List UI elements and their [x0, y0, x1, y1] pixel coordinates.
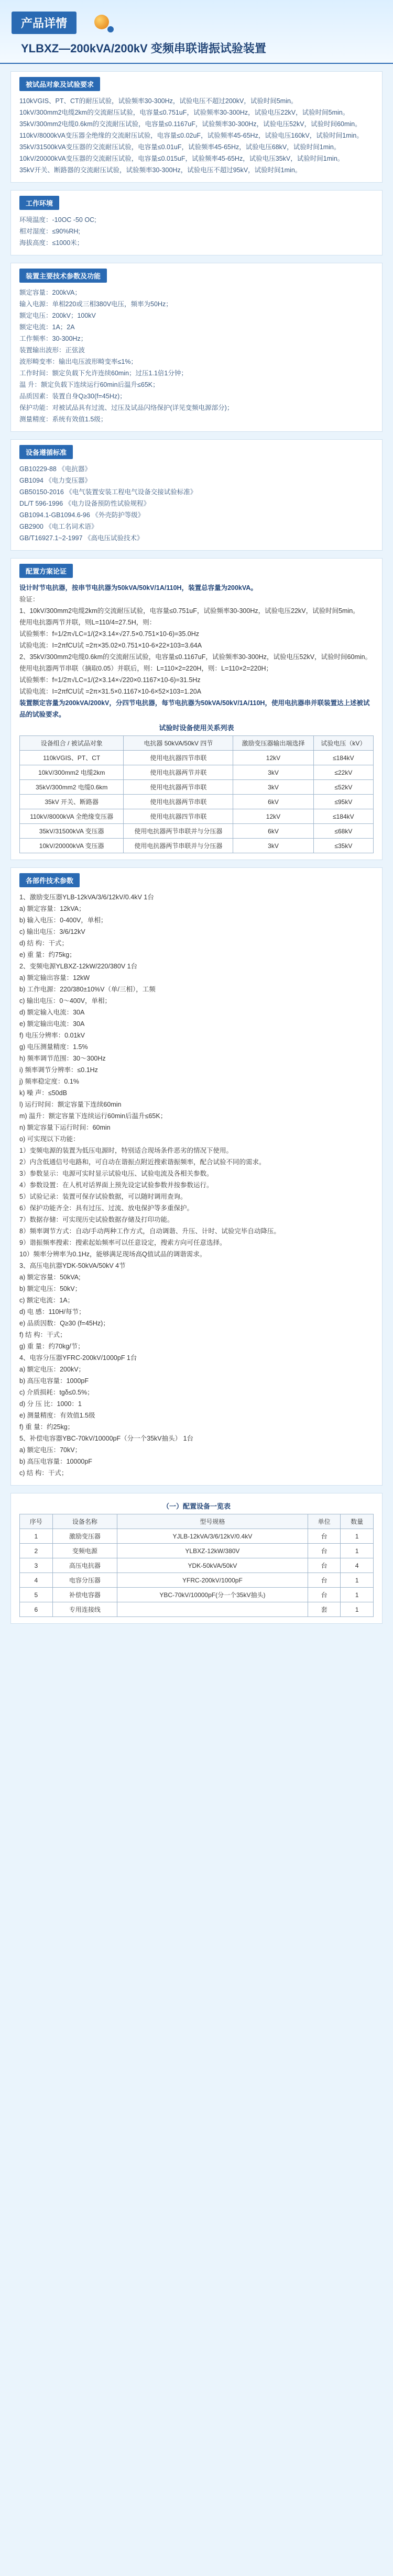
table-row [20, 809, 374, 824]
page-header [0, 0, 393, 64]
usage-table-caption: 试验时设备使用关系列表 [159, 724, 234, 732]
component-line: b) 高压电容量：1000pF [19, 1377, 89, 1385]
technical-section [10, 263, 383, 432]
component-line: b) 额定电压：50kV； [19, 1285, 82, 1292]
table-cell: 10kV/300mm2 电缆2km [20, 765, 124, 780]
table-cell: ≤22kV [313, 765, 373, 780]
demo-section [10, 558, 383, 860]
demo-intro: 设计时节电抗器，按串节电抗器为50kVA/50kV/1A/110H，装置总容量为200kVA。 [19, 584, 257, 592]
technical-item: 额定容量：200kVA； [19, 289, 81, 296]
table-row [20, 1544, 374, 1558]
table-header-cell: 试验电压（kV） [313, 736, 373, 751]
environment-item: 相对湿度：≤90%RH; [19, 228, 80, 235]
table-cell: YJLB-12kVA/3/6/12kV/0.4kV [117, 1529, 308, 1544]
table-cell: 1 [341, 1529, 374, 1544]
environment-item: 环境温度：-10OC -50 OC; [19, 216, 96, 224]
table-cell: ≤184kV [313, 751, 373, 765]
standard-item: GB1094.1-GB1094.6-96 《外壳防护等级》 [19, 511, 145, 519]
component-line: l) 运行时间：额定容量下连续60min [19, 1101, 122, 1108]
table-row [20, 751, 374, 765]
table-cell: ≤68kV [313, 824, 373, 839]
standard-item: GB50150-2016 《电气装置安装工程电气设备交接试验标准》 [19, 488, 197, 496]
table-row [20, 780, 374, 795]
component-line: 1、激励变压器YLB-12kVA/3/6/12kV/0.4kV 1台 [19, 894, 154, 901]
component-line: 3）参数显示：电源可实时显示试验电压、试验电流及各相关参数。 [19, 1170, 213, 1177]
demo-conclusion: 装置额定容量为200kVA/200kV，分四节电抗器，每节电抗器为50kVA/50kV/1A/110H，使用电抗器串并联装置达上述被试品的试验要求。 [19, 699, 370, 718]
table-cell: 5 [20, 1588, 53, 1602]
standard-item: GB/T16927.1~2-1997 《高电压试验技术》 [19, 534, 144, 542]
environment-section [10, 190, 383, 255]
purpose-item: 35kV/300mm2电缆0.6km的交流耐压试验，电容量≤0.1167uF，试验频率30-300Hz，试验电压52kV，试验时间60min。 [19, 120, 362, 128]
component-line: i) 频率调节分辨率：≤0.1Hz [19, 1066, 98, 1074]
table-row [20, 839, 374, 853]
table-cell: 35kV 开关、断路器 [20, 795, 124, 809]
component-line: m) 温升：额定容量下连续运行60min后温升≤65K； [19, 1112, 167, 1120]
table-header-cell: 单位 [308, 1514, 341, 1529]
component-line: e) 测量精度：有效值1.5级 [19, 1412, 95, 1419]
table-cell: 高压电抗器 [52, 1558, 117, 1573]
component-line: 5、补偿电容器YBC-70kV/10000pF（分一个35kV抽头） 1台 [19, 1435, 194, 1442]
component-line: 5）试验记录：装置可保存试验数据，可以随时调用查询。 [19, 1193, 187, 1200]
table-cell: ≤35kV [313, 839, 373, 853]
table-row [20, 795, 374, 809]
table-cell: 使用电抗器四节串联 [124, 751, 233, 765]
component-line: c) 介质损耗：tgδ≤0.5%； [19, 1389, 94, 1396]
component-line: 7）数据存储：可实现历史试验数据存储及打印功能。 [19, 1216, 174, 1223]
table-header-cell: 设备名称 [52, 1514, 117, 1529]
component-line: c) 额定电流：1A； [19, 1297, 74, 1304]
component-line: h) 频率调节范围：30～300Hz [19, 1055, 106, 1062]
component-line: f) 电压分辨率：0.01kV [19, 1032, 85, 1039]
table-cell: ≤95kV [313, 795, 373, 809]
table-cell: 6kV [233, 795, 313, 809]
table-header-cell: 型号规格 [117, 1514, 308, 1529]
table-cell: ≤184kV [313, 809, 373, 824]
component-line: c) 输出电压：0～400V，单相； [19, 997, 112, 1005]
purpose-item: 35kV/31500kVA变压器的交流耐压试验，电容量≤0.01uF，试验频率45-65Hz，试验电压68kV，试验时间1min。 [19, 143, 341, 151]
table-cell: 电容分压器 [52, 1573, 117, 1588]
demo-line: 1、10kV/300mm2电缆2km的交流耐压试验，电容量≤0.751uF，试验频率30-300Hz，试验电压22kV，试验时间5min。 [19, 607, 359, 615]
technical-item: 装置输出波形：正弦波 [19, 347, 85, 354]
demo-line: 使用电抗器两节并联，则L=110/4=27.5H，则： [19, 619, 156, 626]
demo-line: 试验频率：f=1/2π√LC=1/(2×3.14×√27.5×0.751×10-6)=35.0Hz [19, 630, 200, 638]
component-line: f) 结 构：干式； [19, 1331, 67, 1339]
table-cell: 台 [308, 1529, 341, 1544]
standard-item: GB2900 《电工名词术语》 [19, 523, 98, 530]
table-cell: 变频电源 [52, 1544, 117, 1558]
table-cell: 110kVGIS、PT、CT [20, 751, 124, 765]
component-line: 2）内含低通信号电路和，可自动在谐振点附近搜索谐振频率，配合试验不同的需求。 [19, 1158, 266, 1166]
table-cell: 12kV [233, 809, 313, 824]
table-cell: 1 [341, 1573, 374, 1588]
purpose-item: 110kV/8000kVA变压器全绝缘的交流耐压试验，电容量≤0.02uF，试验频率45-65Hz，试验电压160kV，试验时间1min。 [19, 132, 363, 139]
component-line: a) 额定输出容量：12kW [19, 974, 90, 982]
component-line: o) 可实现以下功能： [19, 1135, 80, 1143]
table-cell: YBC-70kV/10000pF(分一个35kV抽头) [117, 1588, 308, 1602]
technical-item: 测量精度：系统有效值1.5级； [19, 416, 107, 423]
section-heading: 装置主要技术参数及功能 [19, 269, 107, 283]
component-line: a) 额定容量：50kVA; [19, 1274, 81, 1281]
table-row [20, 765, 374, 780]
technical-item: 工作频率：30-300Hz； [19, 335, 88, 342]
component-line: b) 工作电源：220/380±10%V（单/三相），工频 [19, 986, 156, 993]
component-line: 9）谐振频率搜索：搜索起始频率可以任意设定，搜索方向可任意选择。 [19, 1239, 226, 1246]
technical-item: 温 升：额定负载下连续运行60min后温升≤65K； [19, 381, 159, 388]
component-line: 3、高压电抗器YDK-50kVA/50kV 4节 [19, 1262, 126, 1269]
standards-section [10, 439, 383, 551]
table-cell: 3 [20, 1558, 53, 1573]
table-cell: 台 [308, 1558, 341, 1573]
component-line: n) 额定容量下运行时间：60min [19, 1124, 111, 1131]
table-cell: 6 [20, 1602, 53, 1617]
table-cell: 激励变压器 [52, 1529, 117, 1544]
component-line: d) 分 压 比：1000：1 [19, 1400, 82, 1408]
decorative-dot-icon [107, 26, 114, 32]
table-cell: 补偿电容器 [52, 1588, 117, 1602]
purpose-item: 10kV/300mm2电缆2km的交流耐压试验，电容量≤0.751uF，试验频率30-300Hz，试验电压22kV，试验时间5min。 [19, 109, 350, 116]
table-header-cell: 激励变压器输出端选择 [233, 736, 313, 751]
table-cell: 套 [308, 1602, 341, 1617]
table-cell: 12kV [233, 751, 313, 765]
table-cell: 使用电抗器四节串联 [124, 809, 233, 824]
section-heading: 配置方案论证 [19, 564, 73, 578]
table-cell: 使用电抗器两节串联并与分压器 [124, 824, 233, 839]
table-cell: 1 [341, 1602, 374, 1617]
table-row [20, 1602, 374, 1617]
component-line: k) 噪 声：≤50dB [19, 1089, 67, 1097]
demo-line: 试验电流：I=2πfCU试 =2π×35.02×0.751×10-6×22×103=3.64A [19, 642, 202, 649]
table-cell: 4 [20, 1573, 53, 1588]
component-line: e) 重 量：约75kg； [19, 951, 76, 958]
table-cell: YFRC-200kV/1000pF [117, 1573, 308, 1588]
table-cell: 台 [308, 1573, 341, 1588]
purpose-item: 35kV开关、断路器的交流耐压试验，试验频率30-300Hz，试验电压不超过95kV，试验时间1min。 [19, 166, 302, 174]
component-line: j) 频率稳定度：0.1% [19, 1078, 79, 1085]
table-cell: 2 [20, 1544, 53, 1558]
table-row [20, 1529, 374, 1544]
table-header-cell: 电抗器 50kVA/50kV 四节 [124, 736, 233, 751]
component-line: b) 高压电容量：10000pF [19, 1458, 92, 1465]
table-cell: 台 [308, 1588, 341, 1602]
component-line: d) 电 感：110H/每节； [19, 1308, 85, 1315]
section-heading: 被试品对象及试验要求 [19, 77, 100, 91]
table-cell: 使用电抗器两节串联 [124, 795, 233, 809]
config-section [10, 1493, 383, 1624]
technical-item: 输入电源：单相220或三相380V电压，频率为50Hz； [19, 300, 172, 308]
table-header-cell: 设备组合 / 被试品对象 [20, 736, 124, 751]
config-table-caption: （一）配置设备一览表 [162, 1502, 231, 1510]
table-cell: 3kV [233, 765, 313, 780]
product-detail-badge: 产品详情 [12, 12, 77, 34]
technical-item: 品质因素：装置自身Q≥30(f=45Hz)； [19, 393, 126, 400]
component-line: 4）参数设置：在人机对话界面上预先设定试验参数并按参数运行。 [19, 1181, 213, 1189]
table-cell: 6kV [233, 824, 313, 839]
demo-line: 试验电流：I=2πfCU试 =2π×31.5×0.1167×10-6×52×103=1.20A [19, 688, 202, 695]
component-line: f) 重 量：约25kg； [19, 1423, 74, 1431]
table-header-cell: 序号 [20, 1514, 53, 1529]
component-line: g) 重 量：约70kg/节； [19, 1343, 84, 1350]
standard-item: DL/T 596-1996 《电力设备预防性试验规程》 [19, 500, 150, 507]
purpose-section [10, 71, 383, 183]
component-line: 4、电容分压器YFRC-200kV/1000pF 1台 [19, 1354, 137, 1362]
table-cell: 专用连接线 [52, 1602, 117, 1617]
table-cell: 3kV [233, 839, 313, 853]
section-heading: 工作环境 [19, 196, 59, 210]
table-row [20, 824, 374, 839]
table-cell: 110kV/8000kVA 全绝缘变压器 [20, 809, 124, 824]
section-heading: 各部件技术参数 [19, 873, 80, 887]
component-line: a) 额定电压：70kV； [19, 1446, 82, 1454]
table-cell: 1 [20, 1529, 53, 1544]
purpose-item: 10kV/20000kVA变压器的交流耐压试验，电容量≤0.015uF，试验频率45-65Hz，试验电压35kV，试验时间1min。 [19, 155, 344, 162]
standard-item: GB1094 《电力变压器》 [19, 477, 91, 484]
demo-line: 使用电抗器两节串联（摘取0.05）并联后，则：L=110×2=220H，则：L=110×2=220H； [19, 665, 273, 672]
table-cell: 10kV/20000kVA 变压器 [20, 839, 124, 853]
technical-item: 工作时间：额定负载下允许连续60min；过压1.1倍1分钟； [19, 370, 188, 377]
table-row [20, 1573, 374, 1588]
table-cell: 使用电抗器两节串联 [124, 780, 233, 795]
component-line: g) 电压测量精度：1.5% [19, 1043, 88, 1051]
component-line: d) 结 构：干式； [19, 940, 69, 947]
component-line: e) 品质因数：Q≥30 (f=45Hz)； [19, 1320, 110, 1327]
table-cell: 4 [341, 1558, 374, 1573]
component-line: 8）频率调节方式：自动/手动两种工作方式，自动调谐、升压、计时、试验完毕自动降压。 [19, 1228, 280, 1235]
components-section [10, 867, 383, 1486]
table-cell: 1 [341, 1544, 374, 1558]
component-line: 1）变频电源的装置为低压电源时，特别适合现场条件恶劣的情况下使用。 [19, 1147, 233, 1154]
component-line: d) 额定输入电流：30A [19, 1009, 85, 1016]
table-cell: YDK-50kVA/50kV [117, 1558, 308, 1573]
decorative-orb-icon [94, 15, 109, 29]
demo-line: 2、35kV/300mm2电缆0.6km的交流耐压试验，电容量≤0.1167uF，试验频率30-300Hz，试验电压52kV，试验时间60min。 [19, 653, 372, 661]
table-cell: 35kV/31500kVA 变压器 [20, 824, 124, 839]
table-row [20, 1588, 374, 1602]
component-line: 2、变频电源YLBXZ-12kW/220/380V 1台 [19, 963, 138, 970]
component-line: 10）频率分辨率为0.1Hz，能够满足现场高Q值试品的调谐需求。 [19, 1251, 206, 1258]
table-cell: 使用电抗器两节串联并与分压器 [124, 839, 233, 853]
table-cell: 使用电抗器两节并联 [124, 765, 233, 780]
table-header-cell: 数量 [341, 1514, 374, 1529]
table-cell [117, 1602, 308, 1617]
component-line: 6）保护功能齐全：具有过压、过流、放电保护等多重保护。 [19, 1205, 193, 1212]
demo-line: 试验频率：f=1/2π√LC=1/(2×3.14×√220×0.1167×10-6)=31.5Hz [19, 676, 201, 684]
component-line: e) 额定输出电流：30A [19, 1020, 85, 1028]
standard-item: GB10229-88 《电抗器》 [19, 465, 91, 473]
environment-item: 海拔高度：≤1000米； [19, 239, 84, 247]
usage-table [19, 735, 374, 853]
table-cell: YLBXZ-12kW/380V [117, 1544, 308, 1558]
table-cell: 35kV/300mm2 电缆0.6km [20, 780, 124, 795]
table-cell: 台 [308, 1544, 341, 1558]
table-cell: ≤52kV [313, 780, 373, 795]
table-cell: 1 [341, 1588, 374, 1602]
component-line: b) 输入电压：0-400V，单相； [19, 917, 107, 924]
technical-item: 保护功能：对被试品具有过流、过压及试品闪络保护(详见变频电源部分)； [19, 404, 234, 411]
section-heading: 设备遵循标准 [19, 445, 73, 459]
demo-verify-label: 验证： [19, 596, 39, 603]
table-row [20, 1558, 374, 1573]
component-line: c) 结 构：干式； [19, 1469, 68, 1477]
technical-item: 波形畸变率：输出电压波形畸变率≤1%； [19, 358, 137, 365]
component-line: c) 输出电压：3/6/12kV [19, 928, 85, 935]
config-table [19, 1514, 374, 1617]
product-title: YLBXZ—200kVA/200kV 变频串联谐振试验装置 [21, 42, 266, 55]
table-cell: 3kV [233, 780, 313, 795]
component-line: a) 额定电压：200kV； [19, 1366, 85, 1373]
technical-item: 额定电压：200kV；100kV [19, 312, 96, 319]
component-line: a) 额定容量：12kVA； [19, 905, 85, 912]
purpose-item: 110kVGIS、PT、CT的耐压试验，试验频率30-300Hz，试验电压不超过200kV，试验时间5min。 [19, 97, 298, 105]
technical-item: 额定电流：1A；2A [19, 324, 75, 331]
